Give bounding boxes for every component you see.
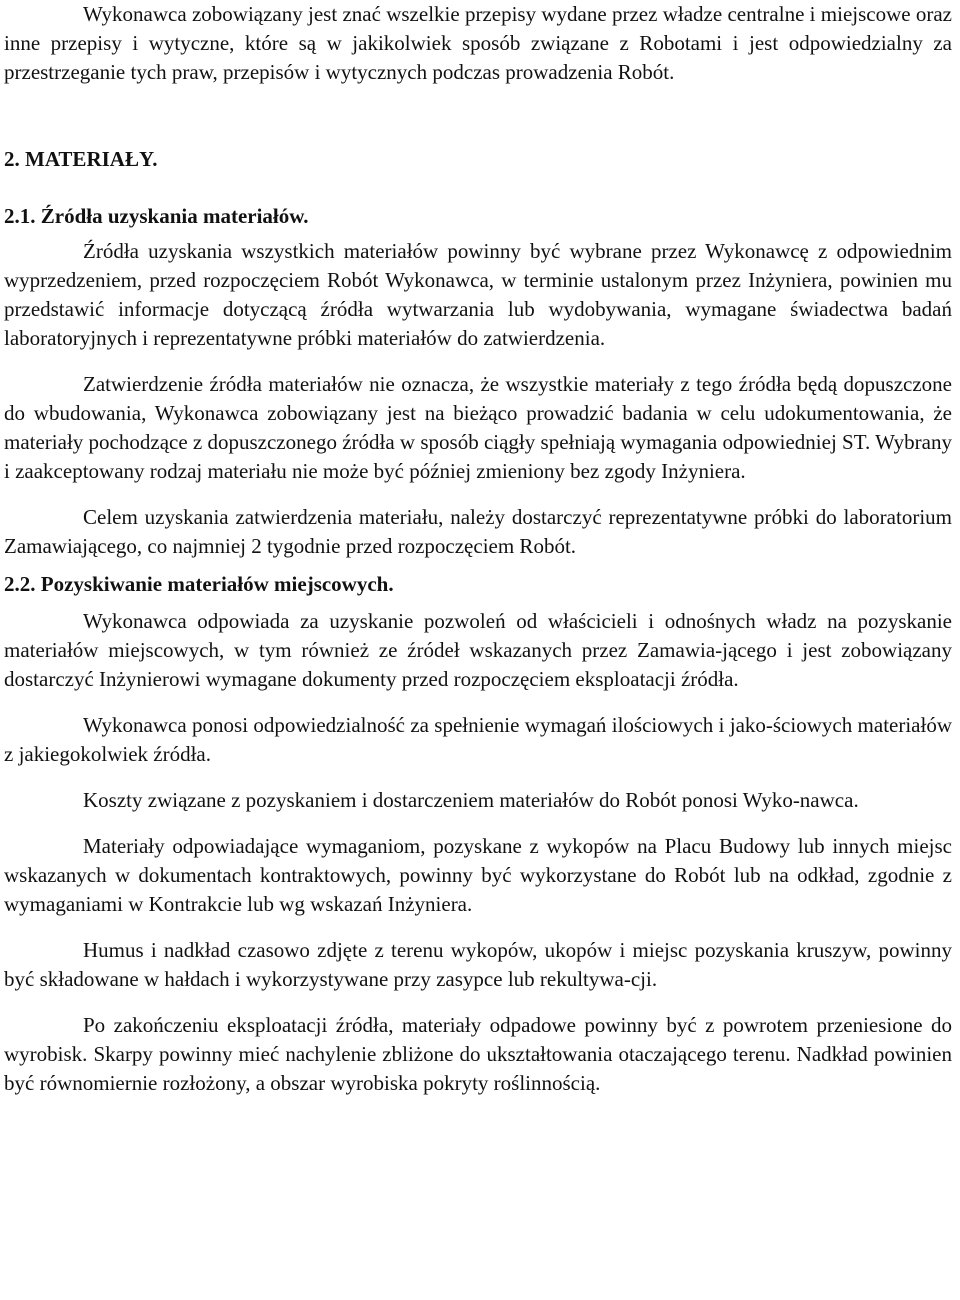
section-2-2-paragraph-1: Wykonawca odpowiada za uzyskanie pozwoleń od właścicieli i odnośnych władz na pozyskanie materiałów miejscowych, w tym również ze źródeł wskazanych przez Zamawia-jącego i jest zobowiązany dostarczyć Inżynierowi wymagane dokumenty przed rozpoczęciem eksploatacji źródła. bbox=[4, 609, 952, 691]
section-2-1-heading: 2.1. Źródła uzyskania materiałów. bbox=[4, 204, 309, 228]
section-2-2-paragraph-6: Po zakończeniu eksploatacji źródła, materiały odpadowe powinny być z powrotem przeniesione do wyrobisk. Skarpy powinny mieć nachylenie zbliżone do ukształtowania otaczającego terenu. Nadkład powinien być równomiernie rozłożony, a obszar wyrobiska pokryty roślinnością. bbox=[4, 1013, 952, 1095]
section-2-2-heading: 2.2. Pozyskiwanie materiałów miejscowych. bbox=[4, 572, 394, 596]
section-2-heading: 2. MATERIAŁY. bbox=[4, 147, 158, 171]
section-2-2-paragraph-5: Humus i nadkład czasowo zdjęte z terenu wykopów, ukopów i miejsc pozyskania kruszyw, powinny być składowane w hałdach i wykorzystywane przy zasypce lub rekultywa-cji. bbox=[4, 938, 952, 991]
section-2-1-paragraph-2: Zatwierdzenie źródła materiałów nie oznacza, że wszystkie materiały z tego źródła będą dopuszczone do wbudowania, Wykonawca zobowiązany jest na bieżąco prowadzić badania w celu udokumentowania, że materiały pochodzące z dopuszczonego źródła w sposób ciągły spełniają wymagania odpowiedniej ST. Wybrany i zaakceptowany rodzaj materiału nie może być później zmieniony bez zgody Inżyniera. bbox=[4, 372, 952, 483]
intro-paragraph: Wykonawca zobowiązany jest znać wszelkie przepisy wydane przez władze centralne i miejscowe oraz inne przepisy i wytyczne, które są w jakikolwiek sposób związane z Robotami i jest odpowiedzialny za przestrzeganie tych praw, przepisów i wytycznych podczas prowadzenia Robót. bbox=[4, 2, 952, 84]
section-2-2-paragraph-2: Wykonawca ponosi odpowiedzialność za spełnienie wymagań ilościowych i jako-ściowych materiałów z jakiegokolwiek źródła. bbox=[4, 713, 952, 766]
section-2-2-paragraph-4: Materiały odpowiadające wymaganiom, pozyskane z wykopów na Placu Budowy lub innych miejsc wskazanych w dokumentach kontraktowych, powinny być wykorzystane do Robót lub na odkład, zgodnie z wymaganiami w Kontrakcie lub wg wskazań Inżyniera. bbox=[4, 834, 952, 916]
section-2-1-paragraph-3: Celem uzyskania zatwierdzenia materiału, należy dostarczyć reprezentatywne próbki do laboratorium Zamawiającego, co najmniej 2 tygodnie przed rozpoczęciem Robót. bbox=[4, 505, 952, 558]
section-2-2-paragraph-3: Koszty związane z pozyskaniem i dostarczeniem materiałów do Robót ponosi Wyko-nawca. bbox=[83, 788, 859, 812]
section-2-1-paragraph-1: Źródła uzyskania wszystkich materiałów powinny być wybrane przez Wykonawcę z odpowiednim wyprzedzeniem, przed rozpoczęciem Robót Wykonawca, w terminie ustalonym przez Inżyniera, powinien mu przedstawić informacje dotyczącą źródła wytwarzania lub wydobywania, wymagane świadectwa badań laboratoryjnych i reprezentatywne próbki materiałów do zatwierdzenia. bbox=[4, 239, 952, 350]
